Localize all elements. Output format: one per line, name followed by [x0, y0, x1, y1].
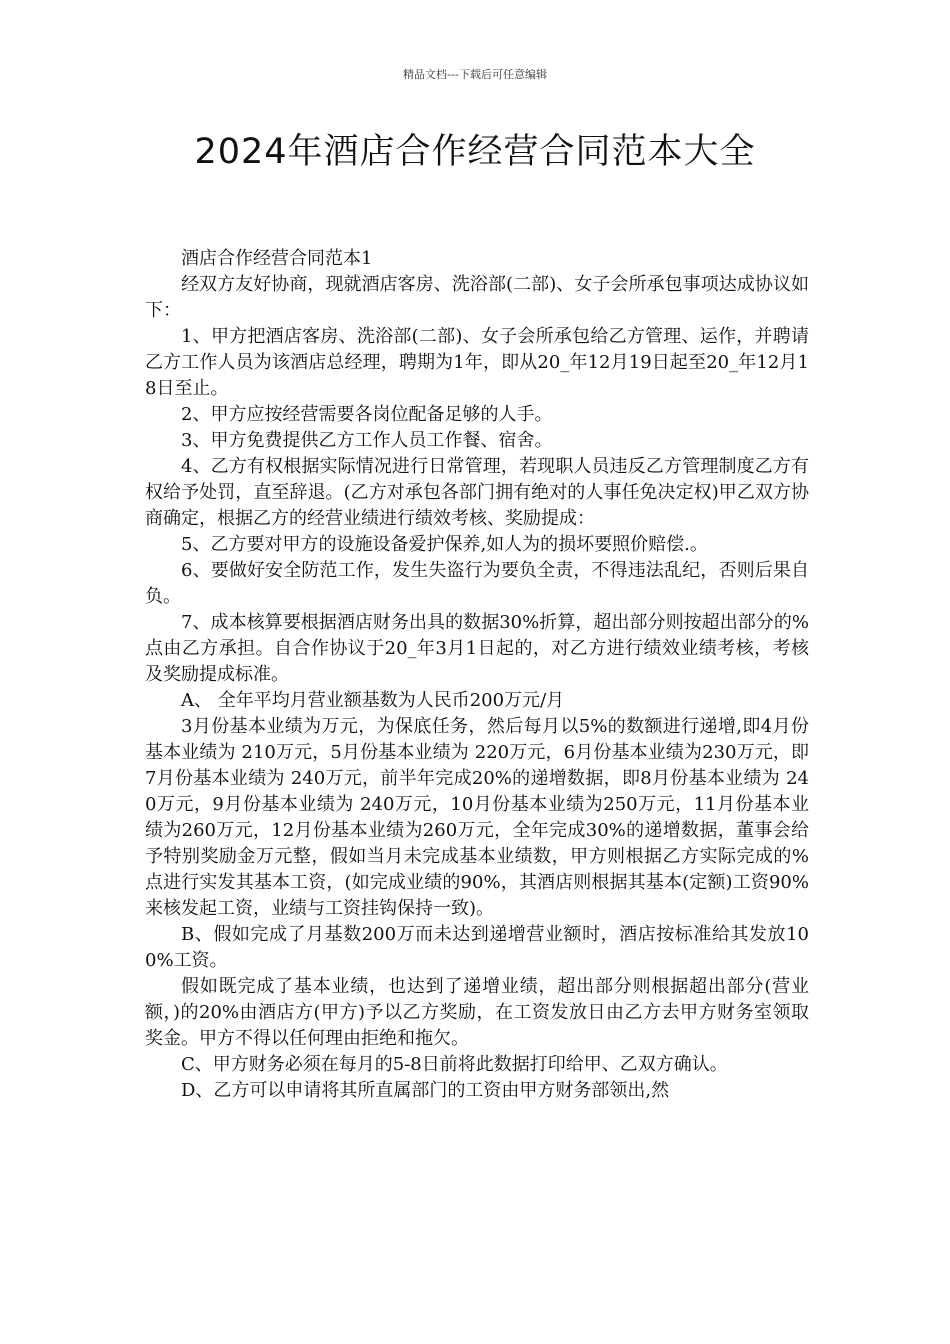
paragraph-item-c: C、甲方财务必须在每月的5-8日前将此数据打印给甲、乙双方确认。 [181, 1054, 728, 1075]
paragraph-clause-4: 4、乙方有权根据实际情况进行日常管理，若现职人员违反乙方管理制度乙方有权给予处罚，直至辞退。(乙方对承包各部门拥有绝对的人事任免决定权)甲乙双方协商确定，根据乙方的经营业绩进行绩效考核、奖励提成： [145, 456, 809, 529]
paragraph-performance-details: 3月份基本业绩为万元，为保底任务，然后每月以5%的数额进行递增,即4月份基本业绩为 210万元，5月份基本业绩为 220万元，6月份基本业绩为230万元，即7月份基本业绩为 240万元，前半年完成20%的递增数据，即8月份基本业绩为 240万元，9月份基本业绩为 240万元，10月份基本业绩为250万元，11月份基本业绩为260万元，12月份基本业绩为260万元，全年完成30%的递增数据，董事会给予特别奖励金万元整，假如当月未完成基本业绩数，甲方则根据乙方实际完成的%点进行实发其基本工资，(如完成业绩的90%，其酒店则根据其基本(定额)工资90%来核发起工资，业绩与工资挂钩保持一致)。 [145, 716, 809, 919]
paragraph-item-b: B、假如完成了月基数200万而未达到递增营业额时，酒店按标准给其发放100%工资。 [145, 924, 809, 971]
page-header-note: 精品文档---下载后可任意编辑 [403, 68, 547, 81]
section-heading: 酒店合作经营合同范本1 [181, 248, 373, 269]
paragraph-item-d: D、乙方可以申请将其所直属部门的工资由甲方财务部领出,然 [181, 1080, 670, 1101]
paragraph-item-a: A、 全年平均月营业额基数为人民币200万元/月 [181, 690, 565, 711]
paragraph-clause-3: 3、甲方免费提供乙方工作人员工作餐、宿舍。 [181, 430, 553, 451]
document-body [145, 246, 809, 1104]
paragraph-intro: 经双方友好协商，现就酒店客房、洗浴部(二部)、女子会所承包事项达成协议如下： [145, 274, 809, 321]
paragraph-clause-5: 5、乙方要对甲方的设施设备爱护保养,如人为的损坏要照价赔偿.。 [181, 534, 708, 555]
paragraph-clause-2: 2、甲方应按经营需要各岗位配备足够的人手。 [181, 404, 553, 425]
paragraph-clause-1: 1、甲方把酒店客房、洗浴部(二部)、女子会所承包给乙方管理、运作，并聘请乙方工作人员为该酒店总经理，聘期为1年，即从20_年12月19日起至20_年12月18日至止。 [145, 326, 809, 399]
paragraph-bonus: 假如既完成了基本业绩，也达到了递增业绩，超出部分则根据超出部分(营业额，)的20%由酒店方(甲方)予以乙方奖励，在工资发放日由乙方去甲方财务室领取奖金。甲方不得以任何理由拒绝和拖欠。 [145, 976, 809, 1049]
document-title: 2024年酒店合作经营合同范本大全 [194, 132, 756, 172]
paragraph-clause-6: 6、要做好安全防范工作，发生失盗行为要负全责，不得违法乱纪，否则后果自负。 [145, 560, 809, 607]
paragraph-clause-7: 7、成本核算要根据酒店财务出具的数据30%折算，超出部分则按超出部分的%点由乙方承担。自合作协议于20_年3月1日起的，对乙方进行绩效业绩考核，考核及奖励提成标准。 [145, 612, 809, 685]
